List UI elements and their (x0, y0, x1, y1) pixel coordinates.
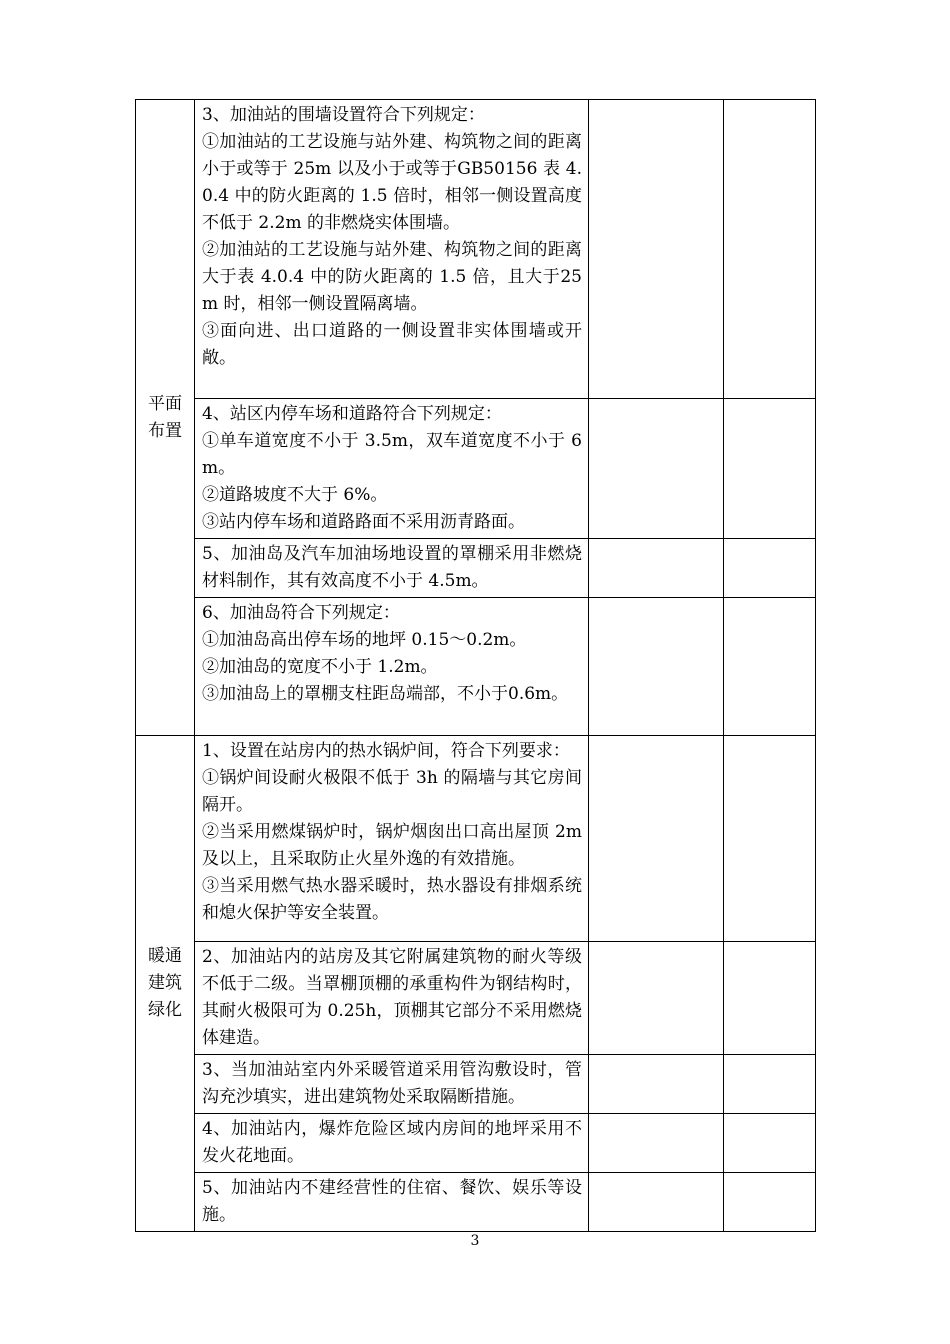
requirement-line: ①加油岛高出停车场的地坪 0.15～0.2m。 (202, 630, 527, 650)
remark-cell (724, 1055, 816, 1114)
result-cell (589, 399, 724, 539)
category-label-line: 平面 (148, 393, 182, 414)
inspection-table-body (136, 100, 816, 1232)
requirement-line: 6、加油岛符合下列规定： (202, 603, 400, 623)
table-row (136, 1173, 816, 1232)
result-cell (589, 1173, 724, 1232)
table-row (136, 598, 816, 736)
requirement-line: ③面向进、出口道路的一侧设置非实体围墙或开敞。 (202, 321, 582, 368)
requirement-line: 5、加油站内不建经营性的住宿、餐饮、娱乐等设施。 (202, 1178, 582, 1225)
result-cell (589, 539, 724, 598)
inspection-table (135, 99, 816, 1232)
requirement-line: ①锅炉间设耐火极限不低于 3h 的隔墙与其它房间隔开。 (202, 768, 582, 815)
table-row (136, 736, 816, 942)
category-label-line: 绿化 (148, 1000, 182, 1020)
requirement-line: 4、加油站内，爆炸危险区域内房间的地坪采用不发火花地面。 (202, 1119, 582, 1166)
table-row (136, 399, 816, 539)
table-row (136, 1114, 816, 1173)
requirement-line: 3、当加油站室内外采暖管道采用管沟敷设时，管沟充沙填实，进出建筑物处采取隔断措施。 (202, 1060, 582, 1107)
requirement-line: 1、设置在站房内的热水锅炉间，符合下列要求： (202, 741, 570, 761)
table-row (136, 1055, 816, 1114)
table-row (136, 100, 816, 399)
requirement-line: ①加油站的工艺设施与站外建、构筑物之间的距离小于或等于 25m 以及小于或等于GB50156 表 4.0.4 中的防火距离的 1.5 倍时，相邻一侧设置高度不低于 2.2m 的非燃烧实体围墙。 (202, 132, 582, 233)
result-cell (589, 100, 724, 399)
requirement-line: 5、加油岛及汽车加油场地设置的罩棚采用非燃烧材料制作，其有效高度不小于 4.5m。 (202, 544, 582, 591)
requirement-cell (195, 1055, 589, 1114)
requirement-cell (195, 598, 589, 736)
table-row (136, 942, 816, 1055)
requirement-cell (195, 1114, 589, 1173)
requirement-line: ①单车道宽度不小于 3.5m，双车道宽度不小于 6m。 (202, 431, 582, 478)
requirement-cell (195, 539, 589, 598)
category-cell (136, 736, 195, 1232)
requirement-cell (195, 399, 589, 539)
remark-cell (724, 736, 816, 942)
remark-cell (724, 1114, 816, 1173)
requirement-line: ③加油岛上的罩棚支柱距岛端部，不小于0.6m。 (202, 684, 569, 704)
category-label-line: 暖通 (148, 946, 182, 966)
page-number: 3 (470, 1233, 480, 1249)
requirement-line: ②加油岛的宽度不小于 1.2m。 (202, 657, 438, 677)
requirement-line: 4、站区内停车场和道路符合下列规定： (202, 404, 502, 424)
requirement-cell (195, 736, 589, 942)
remark-cell (724, 1173, 816, 1232)
remark-cell (724, 100, 816, 399)
result-cell (589, 1114, 724, 1173)
remark-cell (724, 399, 816, 539)
requirement-line: ③当采用燃气热水器采暖时，热水器设有排烟系统和熄火保护等安全装置。 (202, 876, 582, 923)
requirement-line: ②加油站的工艺设施与站外建、构筑物之间的距离大于表 4.0.4 中的防火距离的 1.5 倍，且大于25m 时，相邻一侧设置隔离墙。 (202, 240, 582, 314)
table-row (136, 539, 816, 598)
requirement-line: 2、加油站内的站房及其它附属建筑物的耐火等级不低于二级。当罩棚顶棚的承重构件为钢结构时，其耐火极限可为 0.25h，顶棚其它部分不采用燃烧体建造。 (202, 947, 582, 1048)
requirement-cell (195, 942, 589, 1055)
requirement-line: ②道路坡度不大于 6%。 (202, 485, 388, 505)
category-label-line: 布置 (148, 420, 182, 441)
result-cell (589, 942, 724, 1055)
requirement-cell (195, 100, 589, 399)
remark-cell (724, 942, 816, 1055)
requirement-line: ③站内停车场和道路路面不采用沥青路面。 (202, 512, 525, 532)
requirement-line: 3、加油站的围墙设置符合下列规定： (202, 105, 485, 125)
remark-cell (724, 539, 816, 598)
requirement-cell (195, 1173, 589, 1232)
result-cell (589, 736, 724, 942)
remark-cell (724, 598, 816, 736)
category-cell (136, 100, 195, 736)
result-cell (589, 1055, 724, 1114)
category-label-line: 建筑 (148, 973, 182, 993)
result-cell (589, 598, 724, 736)
requirement-line: ②当采用燃煤锅炉时，锅炉烟囱出口高出屋顶 2m 及以上，且采取防止火星外逸的有效措施。 (202, 822, 582, 869)
